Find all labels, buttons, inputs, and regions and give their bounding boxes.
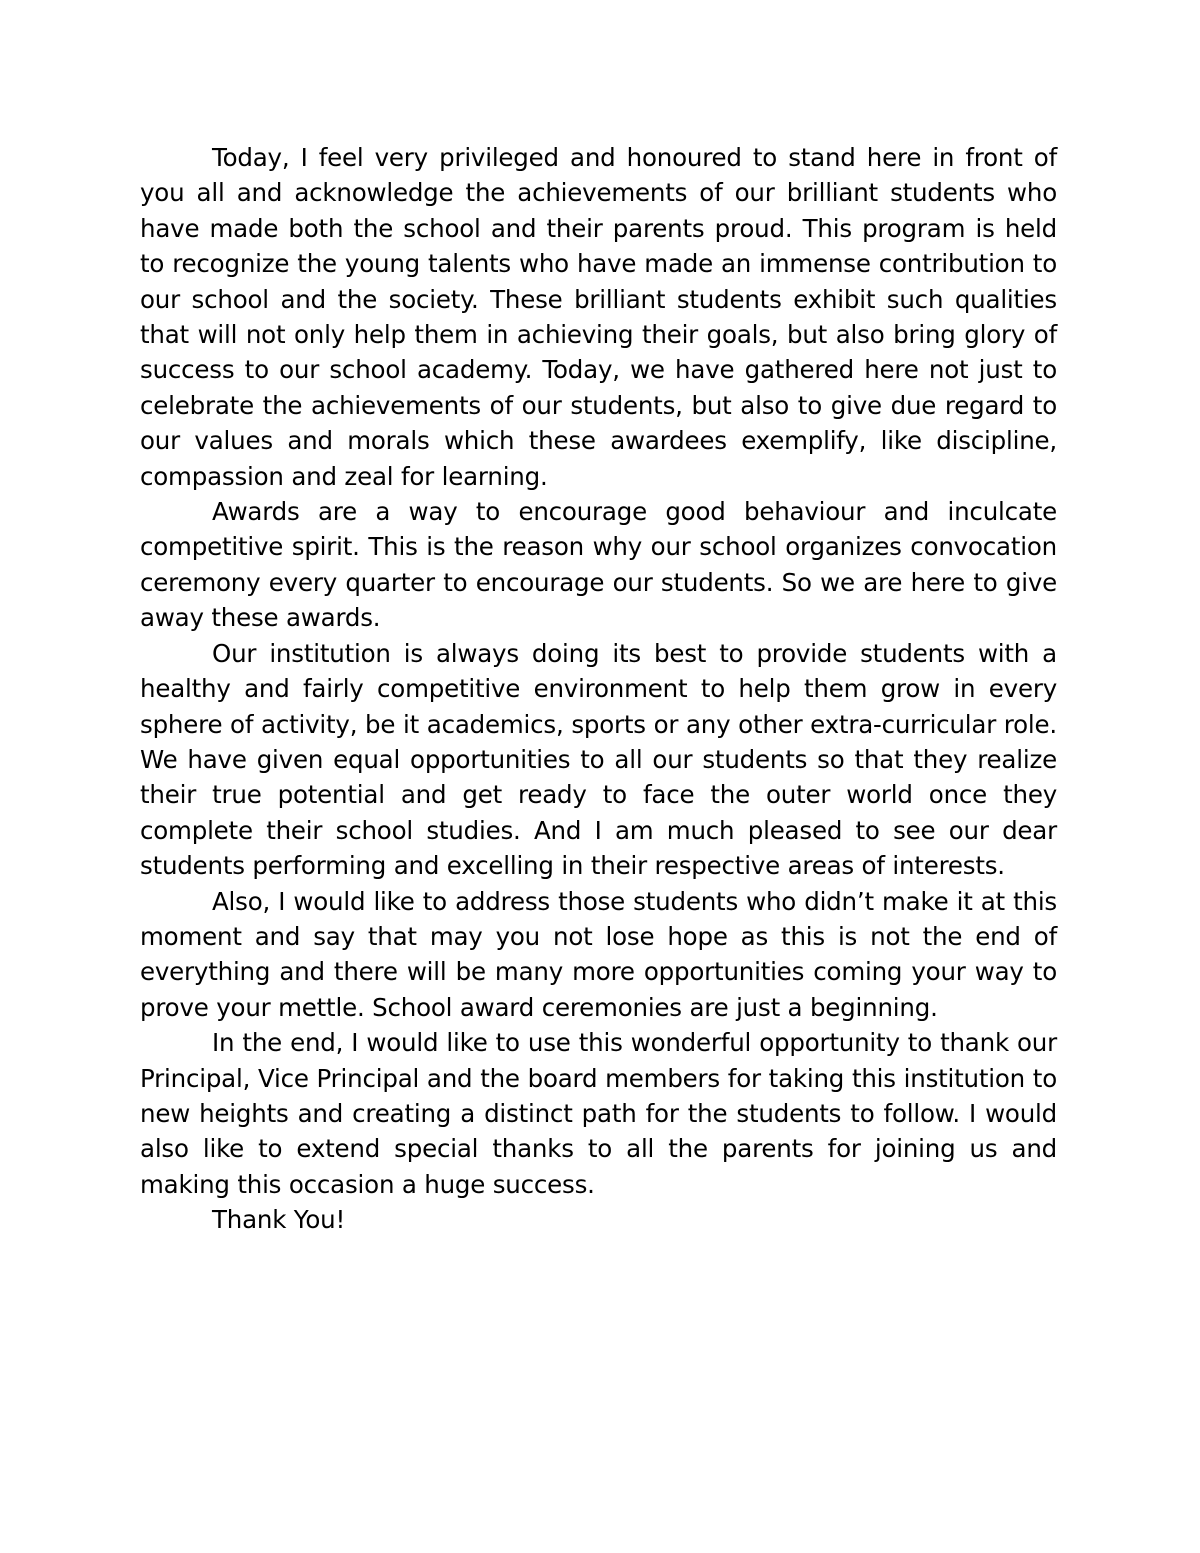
paragraph-intro: Today, I feel very privileged and honoured to stand here in front of you all and acknowledge the achievements of our brilliant students who have made both the school and their parents proud. This program is held to recognize the young talents who have made an immense contribution to our school and the society. These brilliant students exhibit such qualities that will not only help them in achieving their goals, but also bring glory of success to our school academy. Today, we have gathered here not just to celebrate the achievements of our students, but also to give due regard to our values and morals which these awardees exemplify, like discipline, compassion and zeal for learning.	[140, 143, 1057, 491]
paragraph-thanks: In the end, I would like to use this wonderful opportunity to thank our Principal, Vice Principal and the board members for taking this institution to new heights and creating a distinct path for the students to follow. I would also like to extend special thanks to all the parents for joining us and making this occasion a huge success.	[140, 1028, 1057, 1199]
paragraph-awards: Awards are a way to encourage good behaviour and inculcate competitive spirit. This is the reason why our school organizes convocation ceremony every quarter to encourage our students. So we are here to give away these awards.	[140, 497, 1057, 633]
paragraph-encouragement: Also, I would like to address those students who didn’t make it at this moment and say that may you not lose hope as this is not the end of everything and there will be many more opportunities coming your way to prove your mettle. School award ceremonies are just a beginning.	[140, 886, 1057, 1022]
speech-body	[140, 140, 1057, 1238]
closing-line: Thank You!	[212, 1205, 346, 1235]
paragraph-institution: Our institution is always doing its best to provide students with a healthy and fairly competitive environment to help them grow in every sphere of activity, be it academics, sports or any other extra-curricular role. We have given equal opportunities to all our students so that they realize their true potential and get ready to face the outer world once they complete their school studies. And I am much pleased to see our dear students performing and excelling in their respective areas of interests.	[140, 638, 1057, 881]
